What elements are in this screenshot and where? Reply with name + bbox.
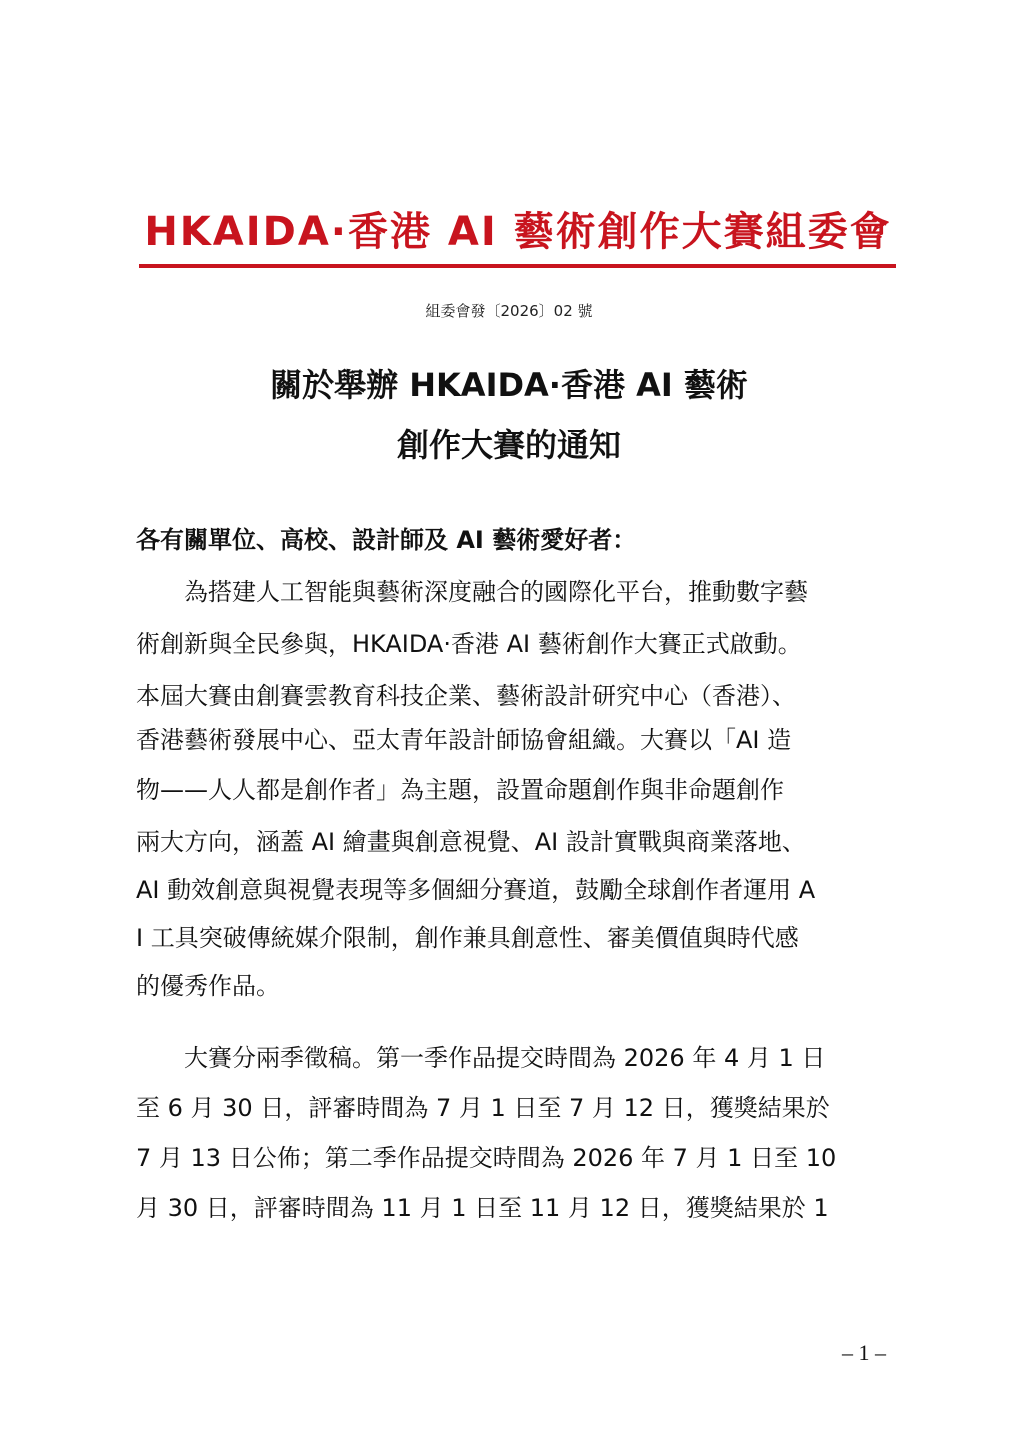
text-line: 的優秀作品。 — [136, 972, 280, 1000]
text-line: 香港藝術發展中心、亞太青年設計師協會組織。大賽以「AI 造 — [136, 726, 792, 754]
text-line: AI 動效創意與視覺表現等多個細分賽道，鼓勵全球創作者運用 A — [136, 876, 816, 904]
text-line: 本屆大賽由創賽雲教育科技企業、藝術設計研究中心（香港）、 — [136, 682, 796, 710]
text-line: 兩大方向，涵蓋 AI 繪畫與創意視覺、AI 設計實戰與商業落地、 — [136, 828, 806, 856]
text-line: 為搭建人工智能與藝術深度融合的國際化平台，推動數字藝 — [136, 578, 808, 606]
document-number: 組委會發〔2026〕02 號 — [425, 302, 593, 320]
document-title-line-1: 關於舉辦 HKAIDA·香港 AI 藝術 — [270, 366, 748, 404]
salutation: 各有關單位、高校、設計師及 AI 藝術愛好者： — [136, 526, 637, 554]
text-line: I 工具突破傳統媒介限制，創作兼具創意性、審美價值與時代感 — [136, 924, 799, 952]
text-line: 月 30 日，評審時間為 11 月 1 日至 11 月 12 日，獲獎結果於 1 — [136, 1194, 829, 1222]
masthead-divider — [139, 264, 896, 268]
masthead-org-name: HKAIDA·香港 AI 藝術創作大賽組委會 — [144, 209, 892, 255]
text-line: 術創新與全民參與，HKAIDA·香港 AI 藝術創作大賽正式啟動。 — [136, 630, 802, 658]
document-title-line-2: 創作大賽的通知 — [396, 426, 621, 464]
text-line: 大賽分兩季徵稿。第一季作品提交時間為 2026 年 4 月 1 日 — [136, 1044, 826, 1072]
text-line: 7 月 13 日公佈；第二季作品提交時間為 2026 年 7 月 1 日至 10 — [136, 1144, 837, 1172]
text-line: 至 6 月 30 日，評審時間為 7 月 1 日至 7 月 12 日，獲獎結果於 — [136, 1094, 830, 1122]
text-line: 物——人人都是創作者」為主題，設置命題創作與非命題創作 — [136, 776, 784, 804]
page-number: – 1 – — [842, 1340, 886, 1365]
